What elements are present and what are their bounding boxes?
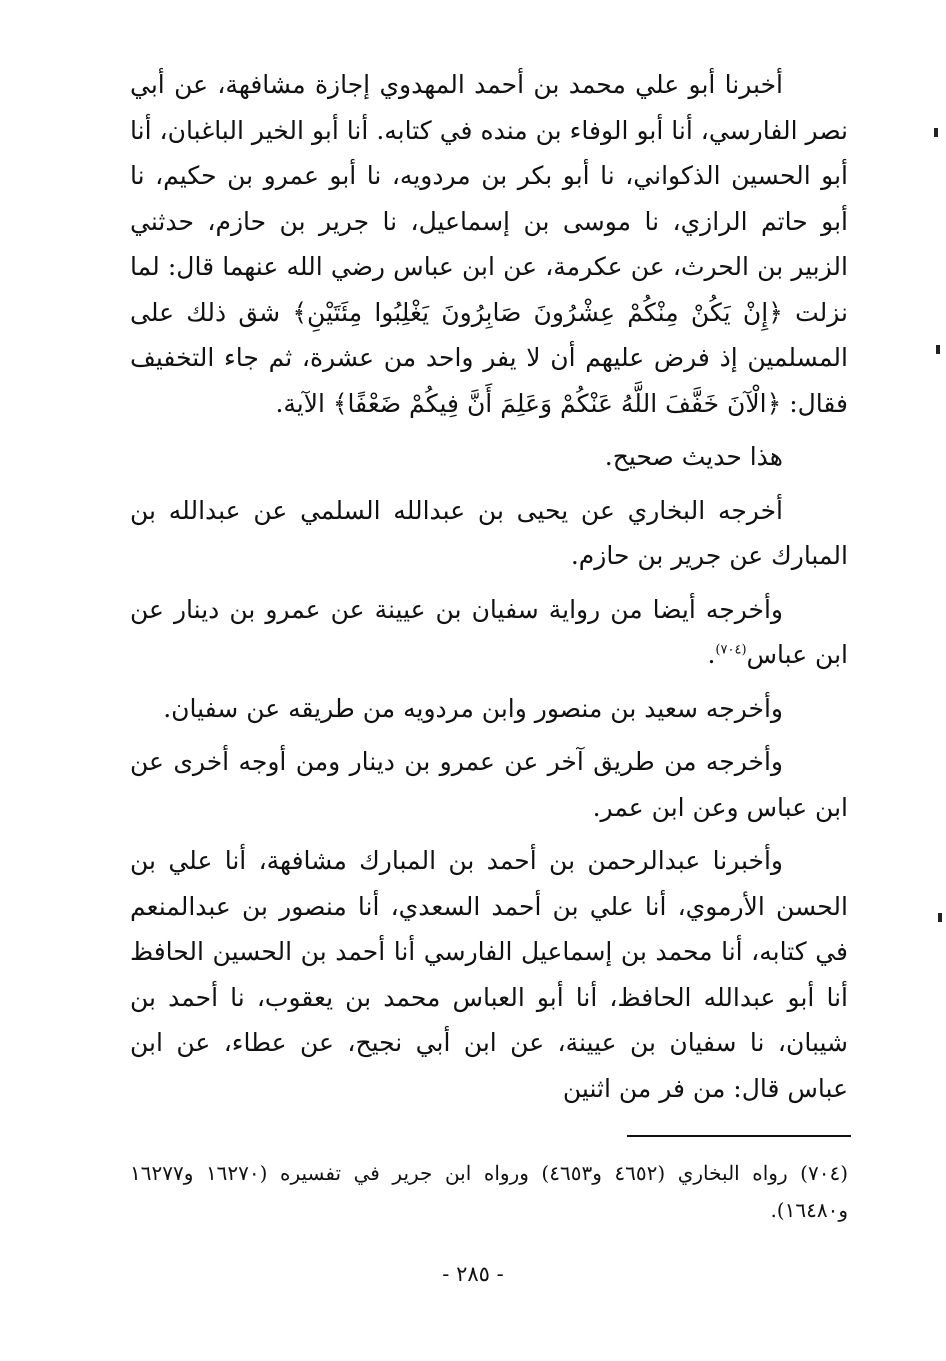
paragraph-takhrij-sufyan	[130, 587, 848, 678]
paragraph-grading	[130, 434, 848, 480]
paragraph-text: الآية.	[275, 388, 325, 418]
margin-mark	[936, 345, 940, 354]
quran-verse: ﴿الْآنَ خَفَّفَ اللَّهُ عَنْكُمْ وَعَلِمَ أَنَّ فِيكُمْ ضَعْفًا﴾	[332, 388, 782, 418]
footnote-divider	[627, 1135, 851, 1137]
paragraph-text: وأخرجه أيضا من رواية سفيان بن عيينة عن عمرو بن دينار عن ابن عباس	[130, 594, 848, 669]
paragraph-text: وأخرجه سعيد بن منصور وابن مردويه من طريقه عن سفيان.	[163, 693, 783, 723]
footnote-reference[interactable]: (٧٠٤)	[715, 642, 747, 658]
paragraph-text: وأخرجه من طريق آخر عن عمرو بن دينار ومن أوجه أخرى عن ابن عباس وعن ابن عمر.	[130, 747, 848, 822]
paragraph-text: شق ذلك على المسلمين إذ فرض عليهم أن لا يفر واحد من عشرة، ثم جاء التخفيف فقال:	[130, 297, 848, 418]
margin-mark	[938, 913, 942, 922]
quran-verse: ﴿إِنْ يَكُنْ مِنْكُمْ عِشْرُونَ صَابِرُونَ يَغْلِبُوا مِئَتَيْنِ﴾	[292, 297, 783, 327]
page-number: - ٢٨٥ -	[442, 1262, 504, 1286]
paragraph-takhrij-bukhari	[130, 488, 848, 579]
paragraph-text: هذا حديث صحيح.	[604, 442, 783, 471]
page-body	[130, 62, 848, 1119]
paragraph-text: أخرجه البخاري عن يحيى بن عبدالله السلمي عن عبدالله بن المبارك عن جرير بن حازم.	[130, 495, 848, 570]
paragraph-isnad-1	[130, 62, 848, 426]
footnote-text: (٧٠٤) رواه البخاري (٤٦٥٢ و٤٦٥٣) ورواه ابن جرير في تفسيره (١٦٢٧٠ و١٦٢٧٧ و١٦٤٨٠).	[130, 1161, 849, 1222]
paragraph-takhrij-other	[130, 739, 848, 830]
paragraph-takhrij-said	[130, 686, 848, 732]
paragraph-isnad-2	[130, 838, 848, 1111]
paragraph-text: وأخبرنا عبدالرحمن بن أحمد بن المبارك مشافهة، أنا علي بن الحسن الأرموي، أنا علي بن أحمد السعدي، أنا منصور بن عبدالمنعم في كتابه، أنا محمد بن إسماعيل الفارسي أنا أحمد بن الحسين الحافظ أنا أبو عبدالله الحافظ، أنا أبو العباس محمد بن يعقوب، نا أحمد بن شيبان، نا سفيان بن عيينة، عن ابن أبي نجيح، عن عطاء، عن ابن عباس قال: من فر من اثنين	[130, 846, 848, 1103]
footnote	[130, 1155, 848, 1229]
paragraph-text: .	[707, 640, 716, 669]
margin-mark	[934, 128, 938, 137]
paragraph-text: أخبرنا أبو علي محمد بن أحمد المهدوي إجازة مشافهة، عن أبي نصر الفارسي، أنا أبو الوفاء بن منده في كتابه. أنا أبو الخير الباغبان، أنا أبو الحسين الذكواني، نا أبو بكر بن مردويه، نا أبو عمرو بن حكيم، نا أبو حاتم الرازي، نا موسى بن إسماعيل، نا جرير بن حازم، حدثني الزبير بن الحرث، عن عكرمة، عن ابن عباس رضي الله عنهما قال: لما نزلت	[130, 70, 849, 327]
